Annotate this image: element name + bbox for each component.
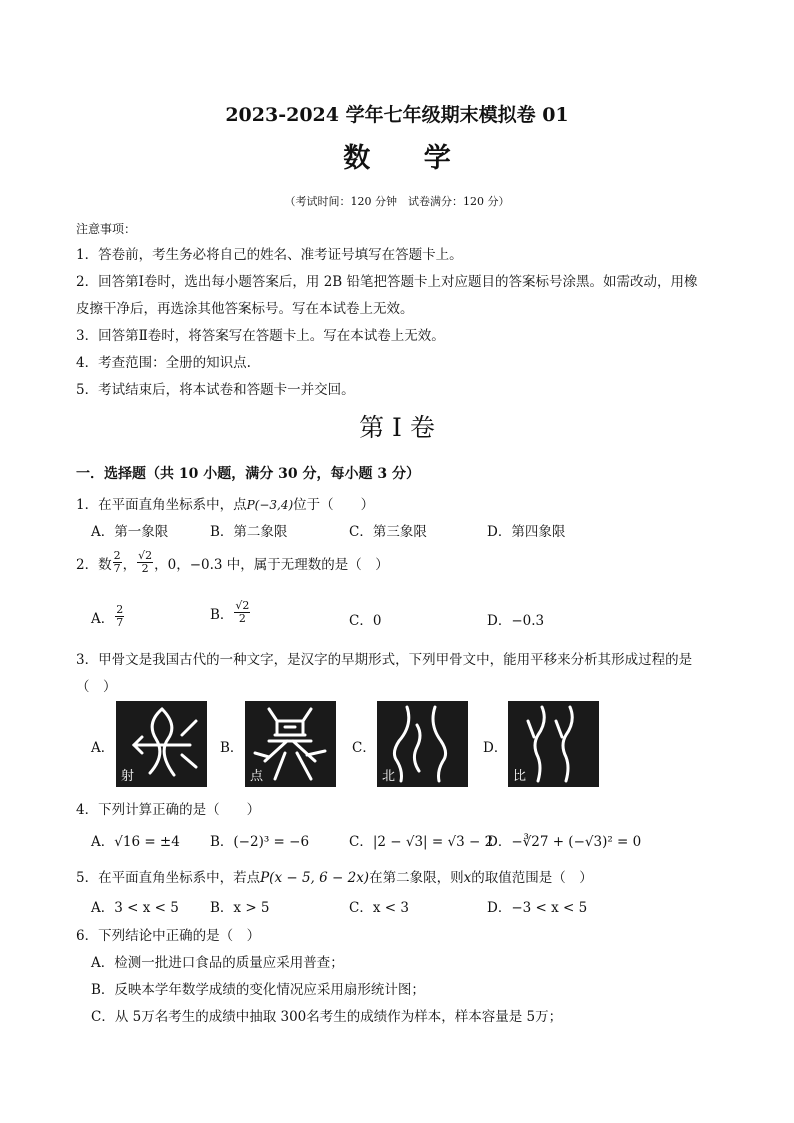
- q1-point: P(−3,4): [246, 498, 294, 512]
- notice-heading: 注意事项：: [76, 222, 137, 236]
- q2-fraction-1: $\frac{2}{7}$: [113, 549, 121, 575]
- q5-var: x: [463, 870, 472, 886]
- q5-stem-b: 在第二象限，则: [369, 870, 464, 886]
- q5-option-d[interactable]: D．−3 < x < 5: [487, 900, 588, 916]
- q2-stem-b: ，0，−0.3 中，属于无理数的是（ ）: [154, 556, 389, 573]
- q1-option-b[interactable]: B．第二象限: [210, 524, 288, 540]
- oracle-char-bei-image[interactable]: [377, 701, 468, 787]
- notice-item-2-cont: 皮擦干净后，再选涂其他答案标号。写在本试卷上无效。: [76, 301, 414, 317]
- q4-option-d[interactable]: D．−∛27 + (−√3)² = 0: [487, 834, 642, 850]
- oracle-caption-a: 射: [121, 769, 135, 784]
- question-3-cont: （ ）: [76, 679, 117, 695]
- q6-option-a[interactable]: A．检测一批进口食品的质量应采用普查；: [91, 955, 344, 971]
- notice-item-5: 5．考试结束后，将本试卷和答题卡一并交回。: [76, 382, 355, 398]
- q2-stem-a: 2．数: [76, 556, 112, 573]
- q2-option-a[interactable]: A． $\frac{2}{7}$: [91, 603, 124, 629]
- q5-point: P(x − 5, 6 − 2x): [260, 870, 370, 886]
- section-heading: 一．选择题（共 10 小题，满分 30 分，每小题 3 分）: [76, 466, 420, 482]
- exam-info: （考试时间：120 分钟 试卷满分：120 分）: [284, 195, 510, 208]
- q3-option-c-label[interactable]: C．: [352, 740, 376, 756]
- oracle-char-bi-image[interactable]: [508, 701, 599, 787]
- question-4: 4．下列计算正确的是（ ）: [76, 802, 261, 818]
- subject-title: 数 学: [343, 143, 473, 174]
- notice-item-1: 1．答卷前，考生务必将自己的姓名、准考证号填写在答题卡上。: [76, 247, 463, 263]
- volume-title: 第 I 卷: [359, 413, 435, 442]
- oracle-char-dian-image[interactable]: [245, 701, 336, 787]
- q5-option-a[interactable]: A．3 < x < 5: [91, 900, 179, 916]
- q1-option-d[interactable]: D．第四象限: [487, 524, 566, 540]
- q6-option-b[interactable]: B．反映本学年数学成绩的变化情况应采用扇形统计图；: [91, 982, 425, 998]
- q3-option-a-label[interactable]: A．: [91, 740, 115, 756]
- oracle-caption-b: 点: [250, 769, 264, 784]
- question-3: 3．甲骨文是我国古代的一种文字，是汉字的早期形式，下列甲骨文中，能用平移来分析其形成过程的是: [76, 652, 693, 668]
- oracle-caption-d: 比: [513, 769, 527, 784]
- question-1: [76, 493, 374, 513]
- q1-stem-b: 位于（ ）: [293, 497, 375, 513]
- notice-item-3: 3．回答第Ⅱ卷时，将答案写在答题卡上。写在本试卷上无效。: [76, 328, 445, 344]
- question-5: [76, 866, 593, 886]
- q1-option-c[interactable]: C．第三象限: [349, 524, 427, 540]
- q4-option-a[interactable]: A．√16 = ±4: [91, 834, 180, 850]
- q4-option-b[interactable]: B．(−2)³ = −6: [210, 834, 310, 850]
- q6-option-c[interactable]: C．从 5万名考生的成绩中抽取 300名考生的成绩作为样本，样本容量是 5万；: [91, 1009, 563, 1025]
- q2-option-c[interactable]: C．0: [349, 613, 382, 629]
- oracle-caption-c: 北: [382, 769, 396, 784]
- exam-title: 2023-2024 学年七年级期末模拟卷 01: [225, 104, 569, 126]
- q1-option-a[interactable]: A．第一象限: [91, 524, 169, 540]
- question-6: 6．下列结论中正确的是（ ）: [76, 928, 261, 944]
- oracle-char-she-image[interactable]: [116, 701, 207, 787]
- q2-option-d[interactable]: D．−0.3: [487, 613, 545, 629]
- q5-option-c[interactable]: C．x < 3: [349, 900, 409, 916]
- q1-stem-a: 1．在平面直角坐标系中，点: [76, 497, 247, 513]
- question-2: 2．数 $\frac{2}{7}$ ， $\frac{√2}{2}$ ，0，−0.3 中，属于无理数的是（ ）: [76, 549, 389, 575]
- q5-stem-c: 的取值范围是（ ）: [471, 870, 593, 886]
- q2-option-b[interactable]: B． $\frac{√2}{2}$: [210, 599, 250, 625]
- notice-item-2: 2．回答第Ⅰ卷时，选出每小题答案后，用 2B 铅笔把答题卡上对应题目的答案标号涂黑。如需改动，用橡: [76, 274, 698, 290]
- q3-option-b-label[interactable]: B．: [220, 740, 244, 756]
- q2-fraction-2: $\frac{√2}{2}$: [138, 549, 153, 575]
- q5-stem-a: 5．在平面直角坐标系中，若点: [76, 870, 261, 886]
- notice-item-4: 4．考查范围：全册的知识点.: [76, 355, 251, 371]
- q3-option-d-label[interactable]: D．: [483, 740, 508, 756]
- q5-option-b[interactable]: B．x > 5: [210, 900, 270, 916]
- q4-option-c[interactable]: C．|2 − √3| = √3 − 2: [349, 834, 494, 850]
